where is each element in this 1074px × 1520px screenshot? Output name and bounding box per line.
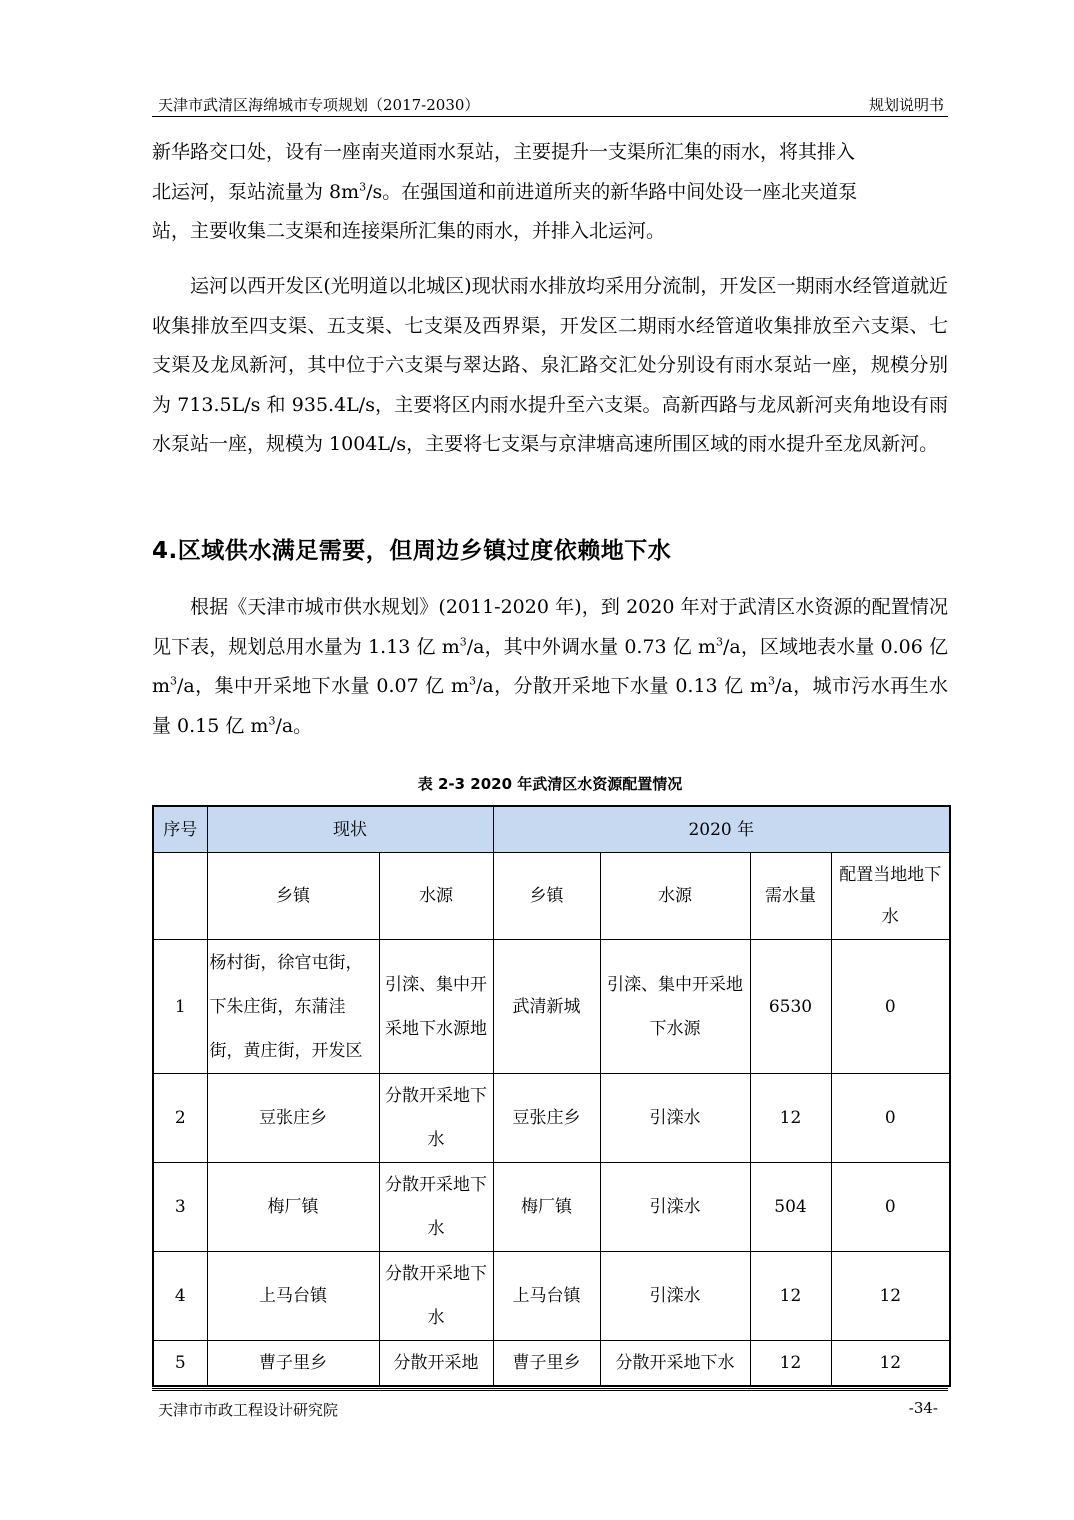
- table-row: [153, 1252, 950, 1341]
- paragraph-1-line-2a: 北运河，泵站流量为 8m: [152, 180, 360, 203]
- subheader-demand: 需水量: [750, 853, 831, 940]
- section-heading: 4.区域供水满足需要，但周边乡镇过度依赖地下水: [152, 538, 672, 564]
- table-row: [153, 1074, 950, 1163]
- cell-source: 引滦、集中开采地下水源地: [379, 940, 493, 1074]
- superscript: 3: [716, 635, 723, 649]
- subheader-source: 水源: [379, 853, 493, 940]
- cell-town: 梅厂镇: [207, 1163, 379, 1252]
- p3-s7: /a。: [275, 714, 313, 737]
- table-subheader-row: [153, 853, 950, 940]
- cell-source: 分散开采地下水: [379, 1163, 493, 1252]
- cell-town: 杨村街，徐官屯街，下朱庄街，东蒲洼街，黄庄街，开发区: [207, 940, 379, 1074]
- cell-town: 上马台镇: [207, 1252, 379, 1341]
- water-resource-table: [152, 805, 951, 1387]
- cell-source-2020: 引滦水: [600, 1252, 750, 1341]
- cell-town-2020: 曹子里乡: [493, 1341, 600, 1387]
- superscript: 3: [359, 180, 367, 194]
- paragraph-1-line-1: 新华路交口处，设有一座南夹道雨水泵站，主要提升一支渠所汇集的雨水，将其排入: [152, 141, 856, 163]
- header-doc-type: 规划说明书: [868, 96, 944, 114]
- cell-town-2020: 上马台镇: [493, 1252, 600, 1341]
- cell-source-2020: 引滦水: [600, 1163, 750, 1252]
- cell-source-2020: 分散开采地下水: [600, 1341, 750, 1387]
- subheader-empty: [153, 853, 207, 940]
- cell-town-2020: 武清新城: [493, 940, 600, 1074]
- subheader-local-groundwater: 配置当地地下水: [831, 853, 950, 940]
- header-2020: 2020 年: [493, 806, 950, 853]
- paragraph-1-line-2b: /s。在强国道和前进道所夹的新华路中间处设一座北夹道泵: [366, 180, 858, 203]
- cell-local-groundwater: 0: [831, 1074, 950, 1163]
- superscript: 3: [268, 714, 276, 728]
- cell-demand: 504: [750, 1163, 831, 1252]
- cell-local-groundwater: 0: [831, 940, 950, 1074]
- cell-source: 分散开采地下水: [379, 1252, 493, 1341]
- paragraph-1: [152, 133, 948, 252]
- table-caption: 表 2-3 2020 年武清区水资源配置情况: [417, 775, 683, 793]
- subheader-town-2020: 乡镇: [493, 853, 600, 940]
- table-row: [153, 1341, 950, 1387]
- cell-seq: 4: [153, 1252, 207, 1341]
- subheader-town: 乡镇: [207, 853, 379, 940]
- cell-source: 分散开采地下水: [379, 1074, 493, 1163]
- header-title: 天津市武清区海绵城市专项规划（2017-2030）: [158, 96, 480, 114]
- cell-town-2020: 梅厂镇: [493, 1163, 600, 1252]
- paragraph-3: [152, 588, 948, 746]
- cell-demand: 12: [750, 1074, 831, 1163]
- cell-seq: 1: [153, 940, 207, 1074]
- page-header: [152, 92, 948, 117]
- p3-s3: /a，区域地表水量 0.06 亿 m: [152, 635, 948, 697]
- header-current: 现状: [207, 806, 493, 853]
- superscript: 3: [459, 635, 467, 649]
- table-row: [153, 1163, 950, 1252]
- superscript: 3: [767, 674, 775, 688]
- p3-s6: /a，城市污水再生水量 0.15 亿 m: [152, 675, 949, 737]
- table-header-row: [153, 806, 950, 853]
- cell-town: 豆张庄乡: [207, 1074, 379, 1163]
- cell-town: 曹子里乡: [207, 1341, 379, 1387]
- p3-s2: /a，其中外调水量 0.73 亿 m: [466, 635, 716, 658]
- p3-s1: 根据《天津市城市供水规划》(2011-2020 年)，到 2020 年对于武清区水资源的配置情况见下表，规划总用水量为 1.13 亿 m: [152, 596, 948, 658]
- paragraph-1-line-3: 站，主要收集二支渠和连接渠所汇集的雨水，并排入北运河。: [152, 220, 666, 242]
- page-number: -34-: [908, 1399, 938, 1417]
- superscript: 3: [469, 674, 476, 688]
- superscript: 3: [170, 674, 178, 688]
- cell-source-2020: 引滦、集中开采地下水源: [600, 940, 750, 1074]
- cell-demand: 6530: [750, 940, 831, 1074]
- cell-seq: 5: [153, 1341, 207, 1387]
- cell-source-2020: 引滦水: [600, 1074, 750, 1163]
- footer-organization: 天津市市政工程设计研究院: [158, 1401, 339, 1419]
- paragraph-2: [152, 267, 948, 465]
- cell-local-groundwater: 12: [831, 1341, 950, 1387]
- cell-local-groundwater: 12: [831, 1252, 950, 1341]
- cell-seq: 3: [153, 1163, 207, 1252]
- table-row: [153, 940, 950, 1074]
- cell-seq: 2: [153, 1074, 207, 1163]
- page-footer: [152, 1388, 948, 1421]
- subheader-source-2020: 水源: [600, 853, 750, 940]
- cell-town-2020: 豆张庄乡: [493, 1074, 600, 1163]
- cell-demand: 12: [750, 1341, 831, 1387]
- paragraph-2-text: 运河以西开发区(光明道以北城区)现状雨水排放均采用分流制，开发区一期雨水经管道就近收集排放至四支渠、五支渠、七支渠及西界渠，开发区二期雨水经管道收集排放至六支渠、七支渠及龙凤新河，其中位于六支渠与翠达路、泉汇路交汇处分别设有雨水泵站一座，规模分别为 713.5L/s 和 935.4L/s，主要将区内雨水提升至六支渠。高新西路与龙凤新河夹角地设有雨水泵站一座，规模为 1004L/s，主要将七支渠与京津塘高速所围区域的雨水提升至龙凤新河。: [152, 275, 948, 455]
- header-seq: 序号: [153, 806, 207, 853]
- p3-s4: /a，集中开采地下水量 0.07 亿 m: [177, 675, 469, 697]
- cell-local-groundwater: 0: [831, 1163, 950, 1252]
- cell-demand: 12: [750, 1252, 831, 1341]
- cell-source: 分散开采地: [379, 1341, 493, 1387]
- p3-s5: /a，分散开采地下水量 0.13 亿 m: [476, 675, 768, 697]
